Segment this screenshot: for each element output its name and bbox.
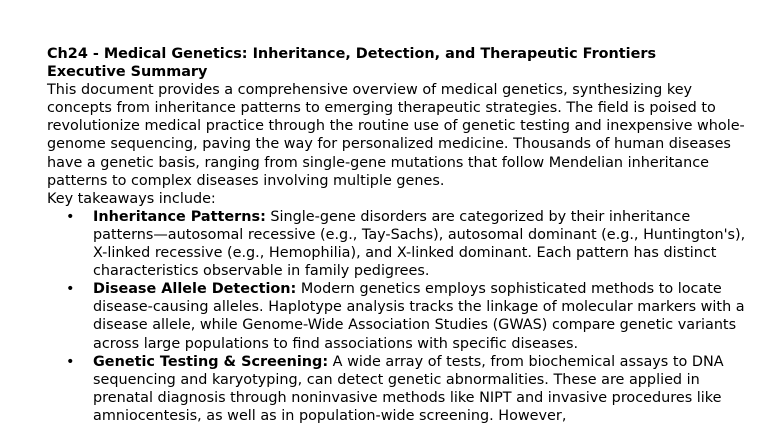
takeaway-term: Disease Allele Detection: <box>93 281 297 298</box>
bullet-icon: • <box>66 353 75 370</box>
takeaway-text: Modern genetics employs sophisticated methods to locate disease-causing alleles. Haplotype analysis tracks the linkage of molecular markers with a disease allele, while Genome-Wide Association Studies (GWAS) compare genetic variants across large populations to find associations with specific diseases. <box>93 281 745 352</box>
section-heading-executive-summary: Executive Summary <box>47 64 208 81</box>
takeaways-list <box>47 208 747 425</box>
takeaways-lead: Key takeaways include: <box>47 190 216 207</box>
takeaway-term: Genetic Testing & Screening: <box>93 353 329 370</box>
document-title: Ch24 - Medical Genetics: Inheritance, Detection, and Therapeutic Frontiers <box>47 46 657 62</box>
takeaway-term: Inheritance Patterns: <box>93 208 266 225</box>
takeaway-item-disease-allele-detection <box>47 280 747 352</box>
document-body <box>47 45 747 425</box>
takeaway-item-genetic-testing-screening <box>47 353 747 425</box>
takeaway-item-inheritance-patterns <box>47 208 747 280</box>
bullet-icon: • <box>66 281 75 298</box>
bullet-icon: • <box>66 208 75 225</box>
intro-paragraph: This document provides a comprehensive overview of medical genetics, synthesizing key concepts from inheritance patterns to emerging therapeutic strategies. The field is poised to revolutionize medical practice through the routine use of genetic testing and inexpensive whole-genome sequencing, paving the way for personalized medicine. Thousands of human diseases have a genetic basis, ranging from single-gene mutations that follow Mendelian inheritance patterns to complex diseases involving multiple genes. <box>47 82 745 189</box>
takeaway-text: Single-gene disorders are categorized by their inheritance patterns—autosomal recessive (e.g., Tay-Sachs), autosomal dominant (e.g., Huntington's), X-linked recessive (e.g., Hemophilia), and X-linked dominant. Each pattern has distinct characteristics observable in family pedigrees. <box>93 208 746 280</box>
takeaway-text: A wide array of tests, from biochemical assays to DNA sequencing and karyotyping, can detect genetic abnormalities. These are applied in prenatal diagnosis through noninvasive methods like NIPT and invasive procedures like amniocentesis, as well as in population-wide screening. However, <box>93 353 724 424</box>
